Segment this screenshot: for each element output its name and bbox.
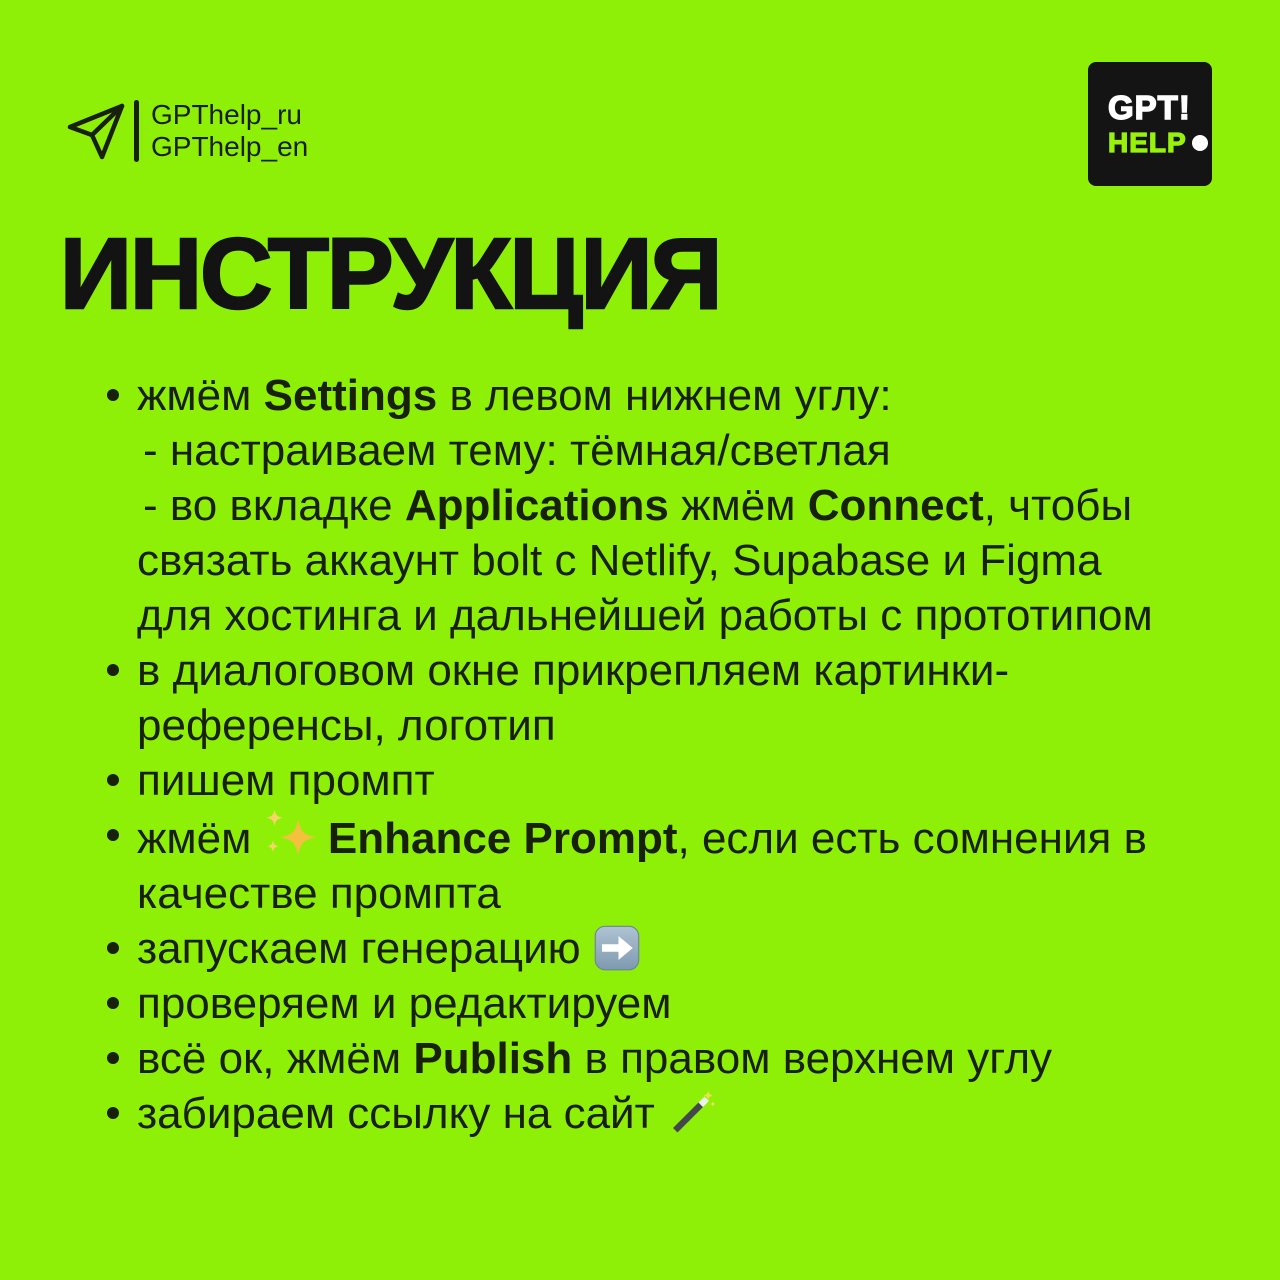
gpthelp-logo	[1088, 62, 1212, 186]
text: запускаем генерацию	[137, 924, 593, 973]
text: забираем ссылку на сайт	[137, 1089, 667, 1138]
list-item-text	[137, 643, 1180, 753]
list-item	[95, 368, 1180, 643]
divider	[134, 100, 139, 162]
page-title: ИНСТРУКЦИЯ	[60, 218, 721, 330]
text: всё ок, жмём	[137, 1034, 414, 1083]
list-item	[95, 643, 1180, 753]
text: , чтобы связать аккаунт bolt с Netlify, Supabase и Figma для хостинга и дальнейшей работы с прототипом	[137, 481, 1153, 640]
text: пишем промпт	[137, 756, 435, 805]
bold-text: Applications	[404, 481, 669, 530]
text: в левом нижнем углу:	[437, 371, 892, 420]
bold-text: Publish	[413, 1034, 573, 1083]
text: жмём	[137, 814, 264, 863]
list-item	[95, 1086, 1180, 1141]
telegram-channel-block	[64, 98, 308, 164]
instruction-list	[95, 368, 1180, 1141]
list-item-text	[137, 1086, 1180, 1141]
sub-item	[137, 478, 1180, 643]
bold-text: Settings	[263, 371, 438, 420]
bold-text: Enhance Prompt	[327, 814, 678, 863]
telegram-handle-ru: GPThelp_ru	[151, 99, 302, 130]
text: жмём	[137, 371, 264, 420]
sparkles-emoji	[264, 808, 316, 860]
logo-dot	[1192, 135, 1208, 151]
bold-text: Connect	[807, 481, 984, 530]
telegram-plane-icon	[64, 98, 128, 164]
arrow-right-emoji	[593, 924, 641, 972]
text: - настраиваем тему: тёмная/светлая	[143, 426, 891, 475]
telegram-handle-en: GPThelp_en	[151, 131, 309, 162]
sub-item	[137, 423, 1180, 478]
list-item-text	[137, 368, 1180, 643]
magic-wand-emoji	[667, 1089, 715, 1137]
list-item	[95, 921, 1180, 976]
list-item-text	[137, 976, 1180, 1031]
logo-bottom-text: HELP	[1108, 129, 1212, 157]
list-item-text	[137, 808, 1180, 921]
text: проверяем и редактируем	[137, 979, 672, 1028]
text: в правом верхнем углу	[572, 1034, 1053, 1083]
list-item	[95, 753, 1180, 808]
text: жмём	[668, 481, 808, 530]
list-item-text	[137, 1031, 1180, 1086]
list-item	[95, 1031, 1180, 1086]
list-item	[95, 808, 1180, 921]
list-item-text	[137, 753, 1180, 808]
text: в диалоговом окне прикрепляем картинки-референсы, логотип	[137, 646, 1010, 750]
list-item-text	[137, 921, 1180, 976]
text: - во вкладке	[143, 481, 405, 530]
logo-top-text: GPT!	[1108, 89, 1191, 126]
list-item	[95, 976, 1180, 1031]
text: , если есть сомнения в качестве промпта	[137, 814, 1147, 918]
